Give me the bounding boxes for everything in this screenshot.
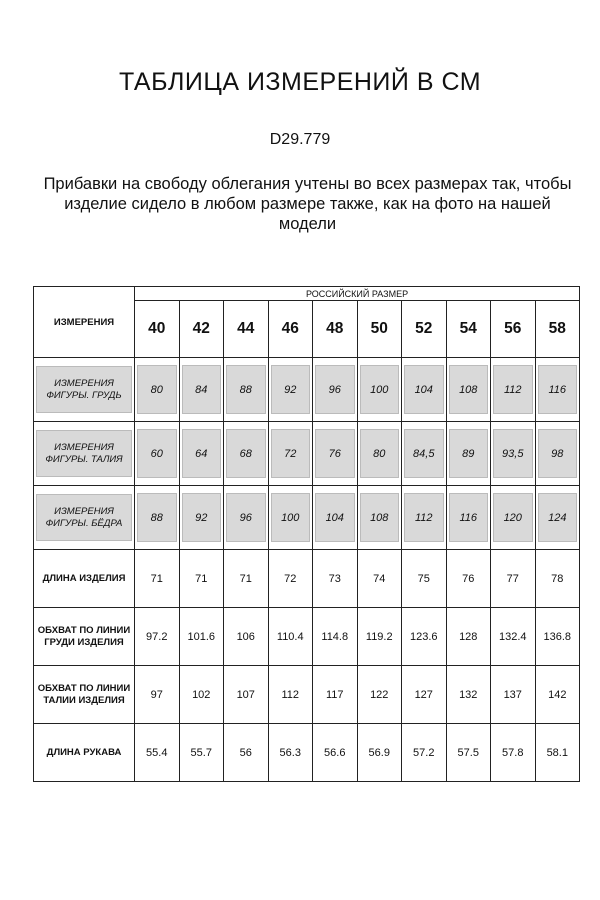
size-table bbox=[33, 286, 580, 782]
size-header-cell: 44 bbox=[224, 301, 269, 358]
value-cell: 74 bbox=[357, 550, 402, 608]
value-cell: 107 bbox=[224, 666, 269, 724]
value-cell bbox=[268, 486, 313, 550]
value-cell: 97.2 bbox=[135, 608, 180, 666]
value-cell bbox=[179, 486, 224, 550]
value-cell: 137 bbox=[491, 666, 536, 724]
value-cell bbox=[402, 486, 447, 550]
value-cell bbox=[313, 486, 358, 550]
value-cell: 57.2 bbox=[402, 724, 447, 782]
article-code: D29.779 bbox=[269, 131, 331, 148]
value-text: 80 bbox=[360, 429, 400, 478]
value-text: 108 bbox=[449, 365, 489, 414]
value-cell: 56.6 bbox=[313, 724, 358, 782]
value-cell bbox=[402, 358, 447, 422]
value-text: 88 bbox=[137, 493, 177, 542]
value-cell: 71 bbox=[224, 550, 269, 608]
value-cell: 112 bbox=[268, 666, 313, 724]
value-cell: 77 bbox=[491, 550, 536, 608]
row-label-cell bbox=[34, 358, 135, 422]
value-cell: 101.6 bbox=[179, 608, 224, 666]
row-label-cell bbox=[34, 486, 135, 550]
value-cell: 106 bbox=[224, 608, 269, 666]
value-text: 96 bbox=[315, 365, 355, 414]
fit-note: Прибавки на свободу облегания учтены во всех размерах так, чтобы изделие сидело в любом размере также, как на фото на нашей модели bbox=[43, 175, 572, 233]
table-row bbox=[34, 486, 580, 550]
value-cell: 55.7 bbox=[179, 724, 224, 782]
value-text: 92 bbox=[271, 365, 311, 414]
page-title: ТАБЛИЦА ИЗМЕРЕНИЙ В СМ bbox=[118, 68, 482, 96]
value-cell bbox=[135, 358, 180, 422]
value-cell: 56.3 bbox=[268, 724, 313, 782]
value-cell bbox=[535, 486, 580, 550]
value-cell bbox=[224, 422, 269, 486]
table-row bbox=[34, 422, 580, 486]
value-cell: 58.1 bbox=[535, 724, 580, 782]
value-text: 112 bbox=[493, 365, 533, 414]
value-cell: 56.9 bbox=[357, 724, 402, 782]
value-cell: 71 bbox=[135, 550, 180, 608]
value-cell bbox=[446, 486, 491, 550]
size-header-cell: 54 bbox=[446, 301, 491, 358]
row-label-cell: ОБХВАТ ПО ЛИНИИ ГРУДИ ИЗДЕЛИЯ bbox=[34, 608, 135, 666]
measurements-header: ИЗМЕРЕНИЯ bbox=[34, 287, 135, 358]
value-cell: 57.8 bbox=[491, 724, 536, 782]
value-cell bbox=[402, 422, 447, 486]
value-cell: 114.8 bbox=[313, 608, 358, 666]
value-text: 84 bbox=[182, 365, 222, 414]
value-cell bbox=[135, 486, 180, 550]
value-cell: 57.5 bbox=[446, 724, 491, 782]
value-cell bbox=[224, 358, 269, 422]
value-cell: 76 bbox=[446, 550, 491, 608]
value-cell: 142 bbox=[535, 666, 580, 724]
value-cell bbox=[491, 358, 536, 422]
size-header-cell: 42 bbox=[179, 301, 224, 358]
value-text: 116 bbox=[538, 365, 578, 414]
value-text: 116 bbox=[449, 493, 489, 542]
size-header-cell: 48 bbox=[313, 301, 358, 358]
value-cell bbox=[179, 358, 224, 422]
value-cell bbox=[357, 422, 402, 486]
value-cell bbox=[313, 422, 358, 486]
table-row bbox=[34, 608, 580, 666]
value-cell bbox=[535, 358, 580, 422]
value-cell bbox=[224, 486, 269, 550]
table-row bbox=[34, 550, 580, 608]
value-cell: 75 bbox=[402, 550, 447, 608]
value-text: 112 bbox=[404, 493, 444, 542]
value-text: 92 bbox=[182, 493, 222, 542]
value-text: 100 bbox=[271, 493, 311, 542]
value-cell: 78 bbox=[535, 550, 580, 608]
value-text: 96 bbox=[226, 493, 266, 542]
value-cell: 119.2 bbox=[357, 608, 402, 666]
size-header-cell: 46 bbox=[268, 301, 313, 358]
row-label: ИЗМЕРЕНИЯ ФИГУРЫ. БЁДРА bbox=[36, 494, 132, 541]
value-cell: 56 bbox=[224, 724, 269, 782]
size-header-cell: 56 bbox=[491, 301, 536, 358]
value-cell: 97 bbox=[135, 666, 180, 724]
value-text: 80 bbox=[137, 365, 177, 414]
value-text: 108 bbox=[360, 493, 400, 542]
table-row bbox=[34, 358, 580, 422]
value-cell bbox=[313, 358, 358, 422]
size-header-cell: 50 bbox=[357, 301, 402, 358]
row-label-cell: ДЛИНА РУКАВА bbox=[34, 724, 135, 782]
value-text: 98 bbox=[538, 429, 578, 478]
value-text: 68 bbox=[226, 429, 266, 478]
size-header-cell: 52 bbox=[402, 301, 447, 358]
value-cell bbox=[446, 422, 491, 486]
value-text: 104 bbox=[315, 493, 355, 542]
row-label-cell bbox=[34, 422, 135, 486]
size-header-cell: 58 bbox=[535, 301, 580, 358]
value-cell bbox=[535, 422, 580, 486]
value-cell: 122 bbox=[357, 666, 402, 724]
value-cell: 136.8 bbox=[535, 608, 580, 666]
value-cell bbox=[491, 486, 536, 550]
value-cell: 132.4 bbox=[491, 608, 536, 666]
value-cell: 72 bbox=[268, 550, 313, 608]
value-cell: 102 bbox=[179, 666, 224, 724]
value-cell bbox=[268, 422, 313, 486]
value-text: 64 bbox=[182, 429, 222, 478]
value-cell: 110.4 bbox=[268, 608, 313, 666]
value-cell bbox=[179, 422, 224, 486]
value-text: 72 bbox=[271, 429, 311, 478]
value-cell bbox=[491, 422, 536, 486]
value-text: 124 bbox=[538, 493, 578, 542]
value-cell: 117 bbox=[313, 666, 358, 724]
value-text: 93,5 bbox=[493, 429, 533, 478]
value-text: 100 bbox=[360, 365, 400, 414]
value-cell: 55.4 bbox=[135, 724, 180, 782]
size-header-cell: 40 bbox=[135, 301, 180, 358]
table-header-row bbox=[34, 287, 580, 301]
value-cell: 127 bbox=[402, 666, 447, 724]
value-text: 84,5 bbox=[404, 429, 444, 478]
table-row bbox=[34, 666, 580, 724]
value-text: 89 bbox=[449, 429, 489, 478]
value-text: 60 bbox=[137, 429, 177, 478]
value-cell: 71 bbox=[179, 550, 224, 608]
value-cell: 132 bbox=[446, 666, 491, 724]
value-cell: 123.6 bbox=[402, 608, 447, 666]
value-cell bbox=[446, 358, 491, 422]
value-text: 120 bbox=[493, 493, 533, 542]
value-text: 88 bbox=[226, 365, 266, 414]
row-label: ИЗМЕРЕНИЯ ФИГУРЫ. ГРУДЬ bbox=[36, 366, 132, 413]
value-cell bbox=[357, 358, 402, 422]
russian-size-header: РОССИЙСКИЙ РАЗМЕР bbox=[135, 287, 580, 301]
row-label-cell: ОБХВАТ ПО ЛИНИИ ТАЛИИ ИЗДЕЛИЯ bbox=[34, 666, 135, 724]
row-label: ИЗМЕРЕНИЯ ФИГУРЫ. ТАЛИЯ bbox=[36, 430, 132, 477]
value-cell bbox=[357, 486, 402, 550]
value-cell: 73 bbox=[313, 550, 358, 608]
value-cell bbox=[268, 358, 313, 422]
value-cell bbox=[135, 422, 180, 486]
row-label-cell: ДЛИНА ИЗДЕЛИЯ bbox=[34, 550, 135, 608]
value-text: 76 bbox=[315, 429, 355, 478]
value-cell: 128 bbox=[446, 608, 491, 666]
table-row bbox=[34, 724, 580, 782]
value-text: 104 bbox=[404, 365, 444, 414]
